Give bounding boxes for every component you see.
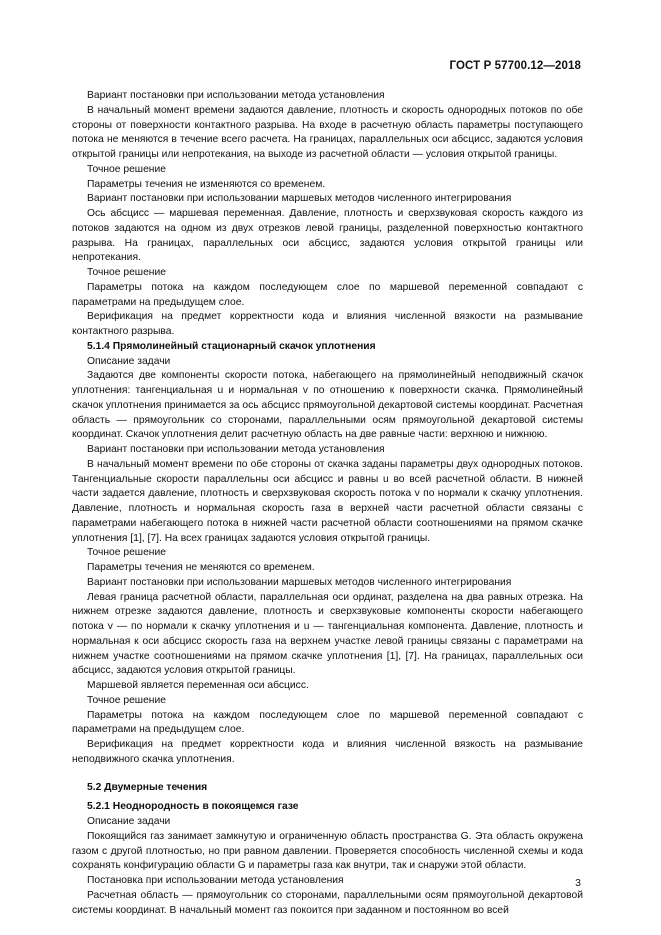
paragraph: Описание задачи bbox=[87, 816, 171, 827]
paragraph: Точное решение bbox=[87, 547, 166, 559]
paragraph: Описание задачи bbox=[87, 355, 171, 367]
paragraph: Задаются две компоненты скорости потока, набегающего на прямолинейный неподвижный скачок уплотнения: тангенциальная u и нормальная v по отношению к поверхности скачка. Прямолинейный скачок уплотнения принимается за ось абсцисс прямоугольной декартовой системы координат. Расчетная область — прямоугольник со сторонами, параллельными осям прямоугольной декартовой системы координат. Скачок уплотнения делит расчетную область на две равные части: верхнюю и нижнюю. bbox=[72, 370, 583, 441]
paragraph: Верификация на предмет корректности кода и влияния численной вязкость на размывание неподвижного скачка уплотнения. bbox=[72, 739, 583, 765]
paragraph: В начальный момент времени по обе стороны от скачка заданы параметры двух однородных потоков. Тангенциальные скорости параллельны оси абсцисс и равны u во всей расчетной области. В нижней части задается давление, плотность и сверхзвуковая скорость потока v по нормали к скачку уплотнения. Давление, плотность и нормальная скорость газа в верхней части расчетной области связаны с параметрами набегающего потока в нижней части расчетной области соотношениями на прямом скачке уплотнения [1], [7]. На всех границах задаются условия открытой границы. bbox=[72, 458, 583, 544]
paragraph: Ось абсцисс — маршевая переменная. Давление, плотность и сверхзвуковая скорость каждого из потоков задаются на одном из двух отрезков левой границы, разделенной поверхностью контактного разрыва. На границах, параллельных оси абсцисс, задаются условия открытой границы или непротекания. bbox=[72, 208, 583, 264]
paragraph: Параметры течения не меняются со временем. bbox=[87, 562, 315, 573]
page-body bbox=[72, 89, 583, 918]
page-number: 3 bbox=[575, 877, 581, 889]
paragraph: Расчетная область — прямоугольник со сторонами, параллельными осям прямоугольной декартовой системы координат. В начальный момент газ покоится при заданном и постоянном во всей bbox=[72, 889, 583, 916]
paragraph: Параметры течения не изменяются со временем. bbox=[87, 178, 326, 190]
paragraph: Точное решение bbox=[87, 694, 166, 706]
subsection-heading-5-1-4: 5.1.4 Прямолинейный стационарный скачок уплотнения bbox=[87, 340, 376, 352]
paragraph: Параметры потока на каждом последующем слое по маршевой переменной совпадают с параметрами на предыдущем слое. bbox=[72, 709, 583, 736]
paragraph: Верификация на предмет корректности кода и влияния численной вязкости на размывание контактного разрыва. bbox=[72, 311, 583, 337]
section-heading-5-2: 5.2 Двумерные течения bbox=[87, 781, 208, 793]
paragraph: Вариант постановки при использовании маршевых методов численного интегрирования bbox=[87, 193, 512, 205]
paragraph: Покоящийся газ занимает замкнутую и ограниченную область пространства G. Эта область окружена газом с другой плотностью, но при равном давлении. Проверяется способность численной схемы и кода сохранять конфигурацию области G и параметры газа как внутри, так и снаружи этой области. bbox=[72, 830, 583, 872]
document-header: ГОСТ Р 57700.12—2018 bbox=[449, 60, 581, 72]
paragraph: Параметры потока на каждом последующем слое по маршевой переменной совпадают с параметрами на предыдущем слое. bbox=[72, 281, 583, 308]
paragraph: Вариант постановки при использовании метода установления bbox=[87, 444, 385, 455]
paragraph: Маршевой является переменная оси абсцисс. bbox=[87, 680, 309, 691]
paragraph: Вариант постановки при использовании метода установления bbox=[87, 90, 385, 101]
paragraph: Точное решение bbox=[87, 267, 166, 278]
paragraph: Постановка при использовании метода установления bbox=[87, 875, 344, 886]
paragraph: Вариант постановки при использовании маршевых методов численного интегрирования bbox=[87, 576, 512, 588]
subsection-heading-5-2-1: 5.2.1 Неоднородность в покоящемся газе bbox=[87, 801, 299, 813]
paragraph: В начальный момент времени задаются давление, плотность и скорость однородных потоков по обе стороны от поверхности контактного разрыва. На входе в расчетную область параметры поступающего потока не меняются в течение всего расчета. На границах, параллельных оси абсцисс, задаются условия открытой границы или непротекания, на выходе из расчетной области — условия открытой границы. bbox=[72, 104, 583, 160]
paragraph: Левая граница расчетной области, параллельная оси ординат, разделена на два равных отрезка. На нижнем отрезке задаются давление, плотность и сверхзвуковые компоненты скорости набегающего потока v — по нормали к скачку уплотнения и u — тангенциальная компонента. Давление, плотность и нормальная к оси абсцисс скорость газа на верхнем участке левой границы связаны с параметрами на нижнем участке соотношениями на прямом скачке уплотнения [1], [7]. На границах, параллельных оси абсцисс, задаются условия открытой границы. bbox=[72, 591, 583, 677]
paragraph: Точное решение bbox=[87, 163, 166, 175]
